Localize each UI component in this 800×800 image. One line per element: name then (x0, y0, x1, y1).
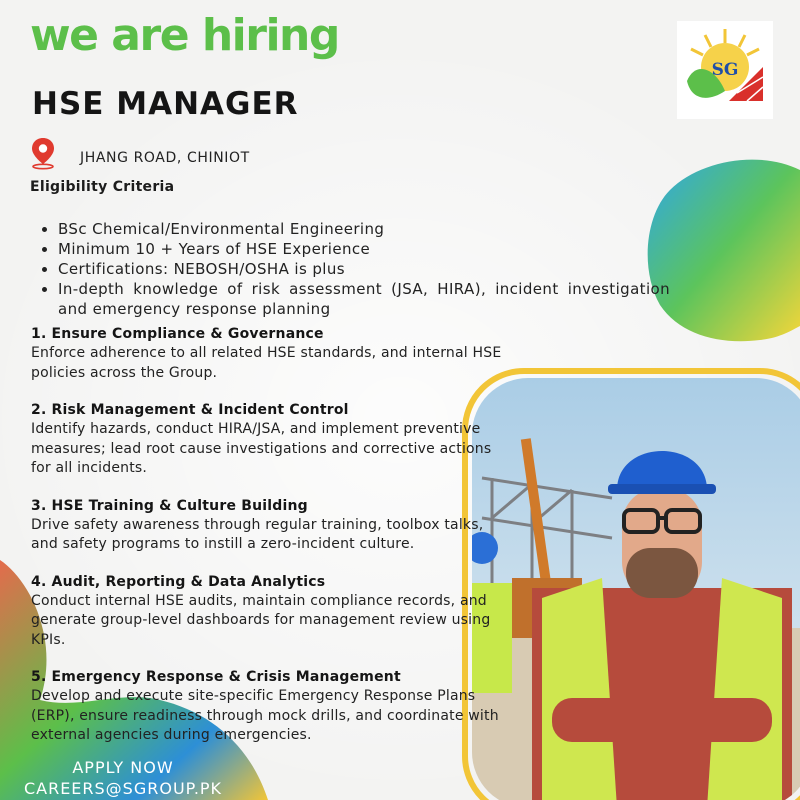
responsibility-text: Conduct internal HSE audits, maintain compliance records, and generate group-level dashboards for management review using KPIs. (31, 592, 491, 648)
responsibility-text: Drive safety awareness through regular training, toolbox talks, and safety programs to instill a zero-incident culture. (31, 516, 484, 552)
list-item: • Minimum 10 + Years of HSE Experience (58, 239, 670, 259)
responsibility-title: 1. Ensure Compliance & Governance (31, 326, 324, 342)
responsibility-item (31, 573, 511, 651)
job-location: JHANG ROAD, CHINIOT (80, 150, 250, 166)
eligibility-heading: Eligibility Criteria (30, 179, 175, 195)
responsibility-item (31, 668, 511, 746)
map-pin-icon (28, 136, 58, 170)
list-item: • BSc Chemical/Environmental Engineering (58, 219, 670, 239)
engineer-photo (472, 378, 800, 800)
company-logo (677, 21, 773, 119)
list-item: • In-depth knowledge of risk assessment (JSA, HIRA), incident investigation and emergency response planning (58, 279, 670, 319)
responsibility-text: Identify hazards, conduct HIRA/JSA, and implement preventive measures; lead root cause investigations and corrective actions for all incidents. (31, 421, 492, 476)
job-title: HSE MANAGER (32, 86, 299, 122)
responsibility-item (31, 401, 511, 479)
logo-text: SG (711, 60, 739, 80)
list-item: • Certifications: NEBOSH/OSHA is plus (58, 259, 670, 279)
responsibilities (31, 325, 511, 764)
responsibility-title: 2. Risk Management & Incident Control (31, 402, 349, 418)
responsibility-item (31, 497, 511, 555)
responsibility-item (31, 325, 511, 383)
apply-now-label: APPLY NOW (72, 758, 174, 777)
responsibility-title: 3. HSE Training & Culture Building (31, 497, 308, 514)
apply-block (20, 757, 226, 799)
careers-email[interactable]: CAREERS@SGROUP.PK (23, 779, 223, 798)
headline: we are hiring (30, 10, 339, 61)
responsibility-text: Develop and execute site-specific Emergency Response Plans (ERP), ensure readiness through mock drills, and coordinate with external agencies during emergencies. (31, 688, 499, 743)
responsibility-title: 4. Audit, Reporting & Data Analytics (31, 573, 326, 590)
eligibility-list (40, 219, 670, 319)
responsibility-title: 5. Emergency Response & Crisis Management (31, 669, 401, 685)
responsibility-text: Enforce adherence to all related HSE standards, and internal HSE policies across the Group. (31, 345, 502, 381)
